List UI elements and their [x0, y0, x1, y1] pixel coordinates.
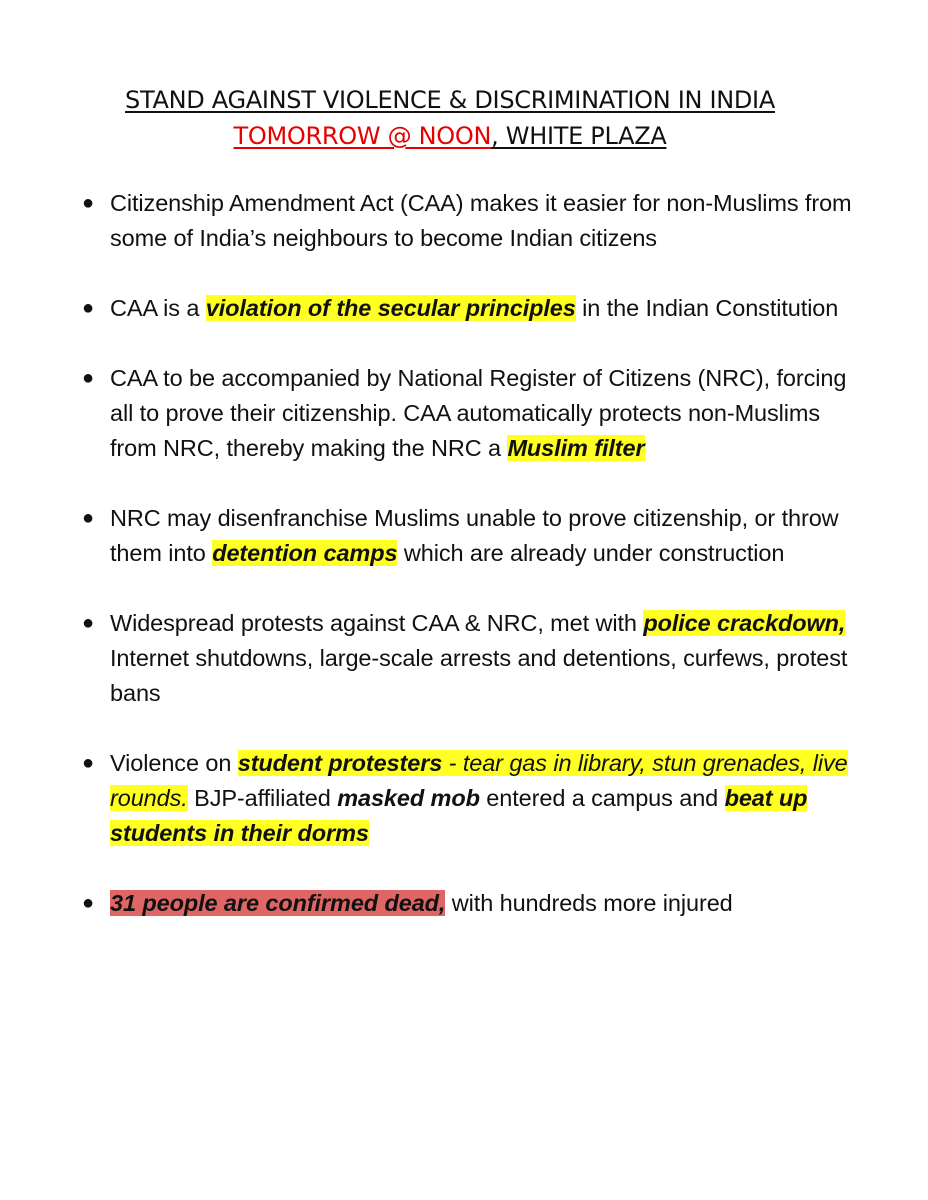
item-text: Citizenship Amendment Act (CAA) makes it easier for non-Muslims from some of India’s neighbours to become Indian citizens	[110, 190, 852, 251]
title-block	[0, 82, 900, 154]
item-text: which are already under construction	[397, 540, 785, 566]
bullet-list	[80, 186, 870, 921]
bullet-dot-icon: ●	[82, 507, 94, 529]
event-time-location	[0, 118, 900, 154]
list-item	[80, 361, 870, 466]
item-text: Widespread protests against CAA & NRC, met with	[110, 610, 644, 636]
list-item	[80, 606, 870, 711]
event-time: TOMORROW @ NOON	[233, 122, 492, 150]
bullet-dot-icon: ●	[82, 192, 94, 214]
event-location: , WHITE PLAZA	[491, 122, 667, 150]
list-item	[80, 501, 870, 571]
item-text: Internet shutdowns, large-scale arrests and detentions, curfews, protest bans	[110, 645, 848, 706]
highlighted-text: violation of the secular principles	[205, 295, 576, 321]
highlighted-text: police crackdown,	[643, 610, 846, 636]
bullet-dot-icon: ●	[82, 752, 94, 774]
highlighted-text: student protesters	[237, 750, 443, 776]
item-text: BJP-affiliated	[187, 785, 338, 811]
headline: STAND AGAINST VIOLENCE & DISCRIMINATION IN INDIA	[125, 86, 775, 114]
list-item	[80, 186, 870, 256]
item-text: NRC may disenfranchise Muslims unable to prove citizenship, or throw them into	[110, 505, 839, 566]
item-text: CAA is a	[110, 295, 206, 321]
bullet-dot-icon: ●	[82, 297, 94, 319]
item-text: in the Indian Constitution	[575, 295, 839, 321]
highlighted-text: beat up students in their dorms	[110, 785, 808, 846]
list-item	[80, 886, 870, 921]
highlighted-red-text: 31 people are confirmed dead,	[110, 890, 446, 916]
item-text: CAA to be accompanied by National Register of Citizens (NRC), forcing all to prove their citizenship. CAA automatically protects non-Muslims from NRC, thereby making the NRC a	[110, 365, 847, 461]
bullet-dot-icon: ●	[82, 367, 94, 389]
highlighted-text: Muslim filter	[507, 435, 645, 461]
item-text: with hundreds more injured	[445, 890, 733, 916]
list-item	[80, 746, 870, 851]
bold-italic-text: masked mob	[337, 785, 480, 811]
highlighted-text: detention camps	[212, 540, 398, 566]
bullet-dot-icon: ●	[82, 892, 94, 914]
highlighted-italic-text: - tear gas in library, stun grenades, live rounds.	[110, 750, 848, 811]
list-item	[80, 291, 870, 326]
bullet-dot-icon: ●	[82, 612, 94, 634]
item-text: entered a campus and	[479, 785, 725, 811]
item-text: Violence on	[110, 750, 238, 776]
